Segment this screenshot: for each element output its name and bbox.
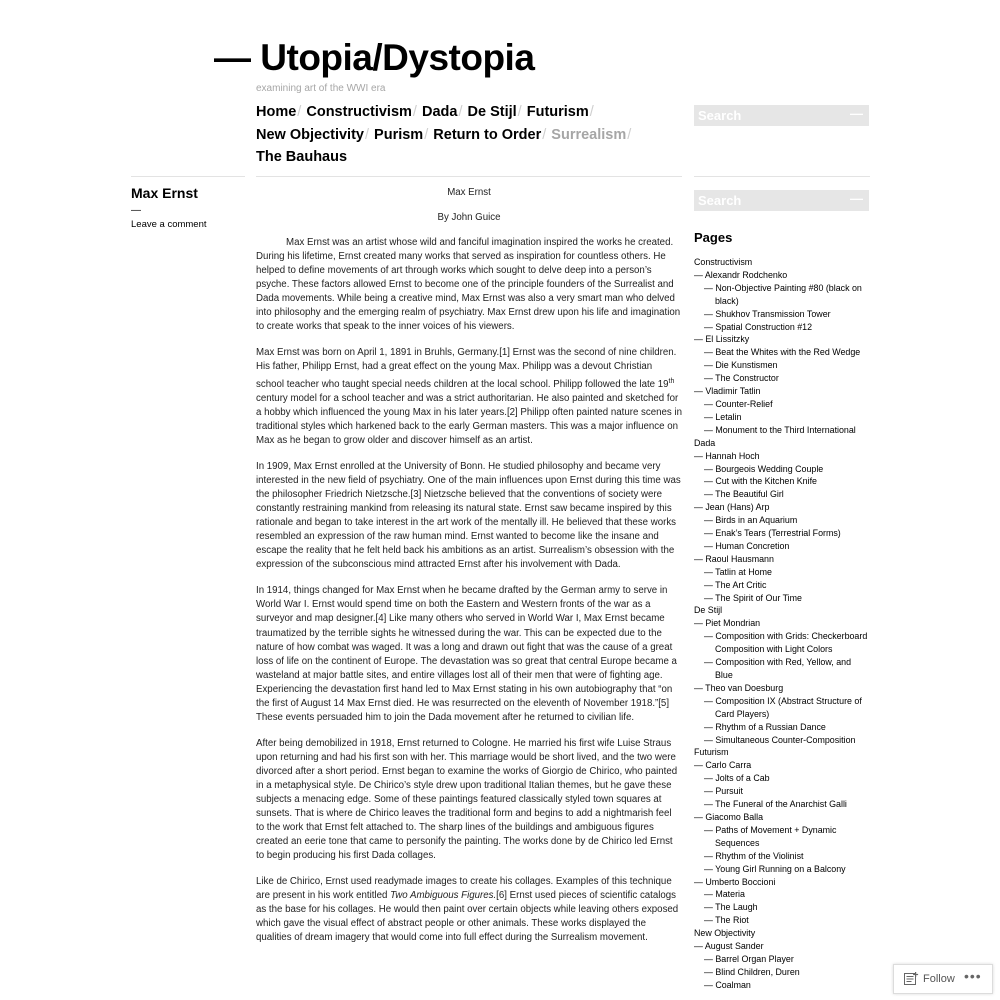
nav-item-purism[interactable]: Purism: [374, 126, 424, 143]
nav-item-return-to-order[interactable]: Return to Order: [433, 126, 542, 143]
article-paragraph: In 1914, things changed for Max Ernst when he became drafted by the German army to serve in World War I. Ernst would spend time on both the Eastern and Western fronts of the war as a surveyor and map designer.[4] Like many others who served in World War I, Max Ernst became traumatized by the terrible sights he witnessed during the war. This can be expected due to the nature of how combat was waged. It was a long and drawn out fight that was the cause of a great loss of life on the continent of Europe. The devastation was so great that central Europe became a wasteland at major battle sites, and entire villages lost all of their men that were of fighting age. Experiencing the devastation first hand led to Max Ernst stating in his own autobiography that “on the first of August 14 Max Ernst died. He was resurrected on the eleventh of November 1918.”[5] These events persuaded him to join the Dada movement after he returned to civilian life.: [256, 585, 677, 723]
pages-list-item[interactable]: — Piet Mondrian: [694, 618, 761, 629]
pages-list-item[interactable]: — The Funeral of the Anarchist Galli: [704, 799, 847, 810]
primary-navigation: [256, 101, 686, 169]
nav-separator: /: [627, 126, 632, 143]
nav-separator: /: [589, 104, 594, 120]
pages-list: [694, 256, 870, 992]
post-title[interactable]: Max Ernst: [131, 185, 198, 201]
pages-list-item[interactable]: — Rhythm of a Russian Dance: [704, 721, 826, 732]
pages-list-item[interactable]: — The Riot: [704, 915, 749, 926]
search-submit-button[interactable]: —: [850, 106, 863, 121]
pages-list-item[interactable]: — Jean (Hans) Arp: [694, 502, 770, 513]
site-title[interactable]: — Utopia/Dystopia: [214, 37, 535, 78]
nav-separator: /: [364, 126, 370, 143]
sidebar-search: [694, 190, 869, 211]
pages-list-item[interactable]: — Vladimir Tatlin: [694, 386, 761, 397]
superscript: th: [668, 377, 675, 385]
nav-item-new-objectivity[interactable]: New Objectivity: [256, 126, 364, 143]
article-byline: By John Guice: [437, 212, 501, 224]
pages-list-item[interactable]: — Rhythm of the Violinist: [704, 850, 804, 861]
article-paragraph: In 1909, Max Ernst enrolled at the University of Bonn. He studied philosophy and became very interested in the new field of psychiatry. One of the main influences upon Ernst during this time was the philosopher Friedrich Nietzsche.[3] Nietzsche believed that the conventions of society were constantly restraining mankind from releasing its natural state. Ernst saw became inspired by this rationale and began to take interest in the art work of the mentally ill. He believed that these works resembled an expression of the raw human mind. Ernst wanted to become like the insane and escape the reality that he felt held back his ambitions as an artist. Surrealism’s obsession with the expression of the subconscious mind attracted Ernst after his involvement with Dada.: [256, 460, 681, 571]
pages-list-item[interactable]: — Pursuit: [704, 786, 743, 797]
sidebar-search-input[interactable]: [694, 190, 848, 211]
leave-comment-link[interactable]: Leave a comment: [131, 219, 207, 230]
divider: [256, 176, 682, 177]
nav-separator: /: [517, 104, 522, 120]
artwork-title: Two Ambiguous Figures.: [390, 890, 497, 902]
pages-list-item[interactable]: — The Art Critic: [704, 579, 767, 590]
pages-list-item[interactable]: — Carlo Carra: [694, 760, 752, 771]
pages-list-item[interactable]: — The Constructor: [704, 373, 779, 384]
nav-item-home[interactable]: Home: [256, 104, 297, 120]
follow-label: Follow: [923, 973, 955, 985]
pages-list-item[interactable]: — Jolts of a Cab: [704, 773, 770, 784]
pages-list-item[interactable]: — Birds in an Aquarium: [704, 515, 798, 526]
pages-list-item[interactable]: — Materia: [704, 889, 745, 900]
paragraph-text: century model for a school teacher and was a strict authoritarian. He also painted and sketched for a hobby which influenced the young Max in his later years.[2] Philipp often painted nature scenes in traditional styles which harkened back to the early German masters. This was a major influence on Max as he began to grow older and discover himself as an artist.: [256, 392, 682, 446]
pages-list-item[interactable]: — Counter-Relief: [704, 398, 773, 409]
pages-list-item[interactable]: — Giacomo Balla: [694, 811, 764, 822]
divider: [131, 176, 245, 177]
post-meta-dash: —: [131, 205, 141, 216]
nav-item-the-bauhaus[interactable]: The Bauhaus: [256, 149, 348, 165]
pages-list-item[interactable]: — Composition with Grids: Checkerboard Composition with Light Colors: [704, 631, 868, 655]
pages-list-item[interactable]: — Tatlin at Home: [704, 566, 772, 577]
pages-list-item[interactable]: Dada: [694, 437, 716, 448]
nav-separator: /: [424, 126, 429, 143]
pages-list-item[interactable]: — Shukhov Transmission Tower: [704, 308, 831, 319]
article-heading: Max Ernst: [447, 187, 491, 198]
pages-list-item[interactable]: New Objectivity: [694, 928, 756, 939]
pages-list-item[interactable]: — Bourgeois Wedding Couple: [704, 463, 824, 474]
nav-item-futurism[interactable]: Futurism: [526, 104, 589, 120]
pages-list-item[interactable]: — Letalin: [704, 411, 742, 422]
pages-list-item[interactable]: De Stijl: [694, 605, 723, 616]
post-content: [256, 186, 682, 957]
pages-list-item[interactable]: — Raoul Hausmann: [694, 553, 774, 564]
pages-list-item[interactable]: — Theo van Doesburg: [694, 682, 784, 693]
header-search: [694, 105, 869, 126]
pages-list-item[interactable]: — Coalman: [704, 979, 751, 990]
more-options-icon[interactable]: •••: [964, 968, 982, 984]
pages-list-item[interactable]: — Composition with Red, Yellow, and Blue: [704, 657, 852, 680]
pages-list-item[interactable]: — Monument to the Third International: [704, 424, 856, 435]
pages-list-item[interactable]: — Umberto Boccioni: [694, 876, 776, 887]
pages-list-item[interactable]: — August Sander: [694, 941, 764, 952]
pages-list-item[interactable]: — The Beautiful Girl: [704, 489, 784, 500]
pages-list-item[interactable]: — Die Kunstismen: [704, 360, 778, 371]
pages-list-item[interactable]: — Spatial Construction #12: [704, 321, 813, 332]
article-paragraph: [256, 346, 682, 448]
pages-list-item[interactable]: — Barrel Organ Player: [704, 953, 794, 964]
search-submit-button[interactable]: —: [850, 191, 863, 206]
nav-separator: /: [542, 126, 547, 143]
pages-list-item[interactable]: — Beat the Whites with the Red Wedge: [704, 347, 861, 358]
follow-icon: [904, 972, 919, 988]
pages-list-item[interactable]: Constructivism: [694, 257, 753, 267]
pages-list-item[interactable]: — El Lissitzky: [694, 334, 750, 345]
nav-separator: /: [458, 104, 463, 120]
pages-list-item[interactable]: — Non-Objective Painting #80 (black on black): [704, 282, 862, 306]
nav-item-constructivism[interactable]: Constructivism: [306, 104, 412, 120]
paragraph-text: [6] Ernst used pieces of scientific catalogs as the base for his collages. He would then paint over certain objects while leaving others exposed which gave the visual effect of abstract people or other animals. These works displayed the qualities of dream imagery that would come into full effect during the Surrealism movement.: [256, 890, 679, 944]
paragraph-text: Like de Chirico, Ernst used readymade images to create his collages. Examples of this technique are present in his work entitled: [256, 876, 672, 902]
pages-list-item[interactable]: Futurism: [694, 747, 729, 758]
pages-list-item[interactable]: — Composition IX (Abstract Structure of Card Players): [704, 695, 862, 719]
nav-separator: /: [297, 104, 302, 120]
pages-list-item[interactable]: — Hannah Hoch: [694, 450, 760, 461]
pages-list-item[interactable]: — Young Girl Running on a Balcony: [704, 863, 846, 874]
site-tagline: examining art of the WWI era: [256, 83, 386, 94]
nav-separator: /: [412, 104, 417, 120]
pages-list-item[interactable]: — The Laugh: [704, 902, 758, 913]
article-paragraph: [256, 875, 682, 945]
pages-list-item[interactable]: — The Spirit of Our Time: [704, 592, 802, 603]
nav-item-de-stijl[interactable]: De Stijl: [467, 104, 517, 120]
follow-button[interactable]: [893, 964, 993, 994]
pages-widget-heading: Pages: [694, 230, 733, 245]
paragraph-text: Max Ernst was born on April 1, 1891 in Bruhls, Germany.[1] Ernst was the second of nine children. His father, Philipp Ernst, had a great effect on the young Max. Philipp was a devout Christian school teacher who taught special needs children at the local school. Philipp followed the late 19: [256, 347, 677, 390]
nav-item-dada[interactable]: Dada: [421, 104, 458, 120]
pages-list-item[interactable]: — Blind Children, Duren: [704, 966, 800, 977]
nav-item-surrealism[interactable]: Surrealism: [551, 126, 627, 143]
pages-list-item[interactable]: — Simultaneous Counter-Composition: [704, 734, 856, 745]
article-paragraph: After being demobilized in 1918, Ernst returned to Cologne. He married his first wife Luise Straus upon returning and had his first son with her. This marriage would be short lived, and the two were divorced after a short period. Ernst began to examine the works of Giorgio de Chirico, who painted in a metaphysical style. De Chirico’s style drew upon traditional Italian themes, but he gave these subjects a menacing edge. Some of these paintings featured classically styled town squares at sunsets. That is where de Chirico leaves the traditional form and begins to add a nightmarish feel to the work that Ernst felt attached to. The sharp lines of the buildings and ambiguous figures created an eerie tone that came to personify the painting. The works done by de Chirico led Ernst to begin producing his first Dada collages.: [256, 737, 678, 862]
pages-list-item[interactable]: — Paths of Movement + Dynamic Sequences: [704, 824, 837, 848]
pages-list-item[interactable]: — Alexandr Rodchenko: [694, 269, 788, 280]
header-search-input[interactable]: [694, 105, 848, 126]
pages-list-item[interactable]: — Cut with the Kitchen Knife: [704, 476, 817, 487]
pages-list-item[interactable]: — Enak’s Tears (Terrestrial Forms): [704, 528, 841, 539]
divider: [694, 176, 870, 177]
article-paragraph: Max Ernst was an artist whose wild and fanciful imagination inspired the works he created. During his lifetime, Ernst created many works that served as inspiration for countless others. He helped to define movements of art through works which sought to delve deep into a person’s psyche. These factors allowed Ernst to become one of the principle founders of the Surrealist and Dada movements. While being a creative mind, Max Ernst was also a very smart man who delved into philosophy and the emerging realm of psychiatry. Max Ernst drew upon his life and imagination to create works that speak to the inner voices of his viewers.: [256, 237, 681, 333]
pages-list-item[interactable]: — Human Concretion: [704, 540, 790, 551]
